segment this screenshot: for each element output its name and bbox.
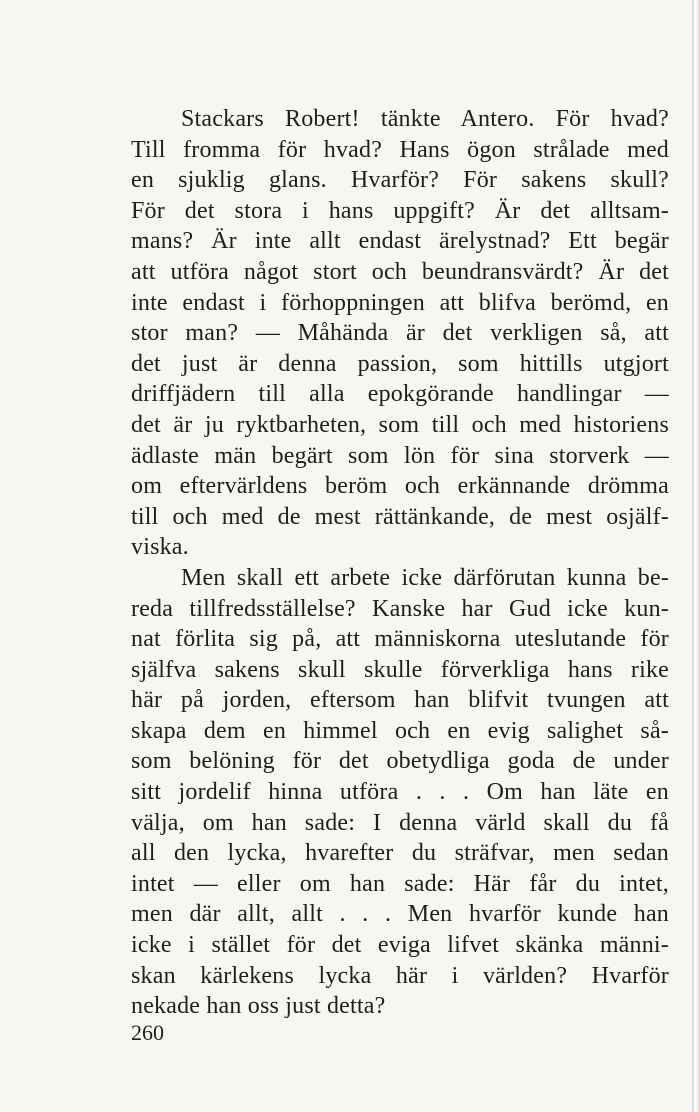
text-line: reda tillfredsställelse? Kanske har Gud icke kun- (131, 595, 669, 622)
text-line: det är ju ryktbarheten, som till och med historiens (131, 411, 669, 438)
text-line: välja, om han sade: I denna värld skall du få (131, 809, 669, 836)
text-line: Till fromma för hvad? Hans ögon strålade med (131, 136, 669, 163)
text-line: driffjädern till alla epokgörande handlingar — (131, 381, 669, 408)
text-line: som belöning för det obetydliga goda de under (131, 748, 669, 775)
text-line: här på jorden, eftersom han blifvit tvungen att (131, 687, 669, 714)
page-number: 260 (131, 1020, 164, 1045)
text-line: nat förlita sig på, att människorna uteslutande för (131, 626, 669, 653)
text-line: Men skall ett arbete icke därförutan kunna be- (181, 564, 669, 591)
text-line: nekade han oss just detta? (131, 993, 386, 1020)
text-line: men där allt, allt . . . Men hvarför kunde han (131, 901, 669, 928)
text-line: icke i stället för det eviga lifvet skänka männi- (131, 932, 669, 959)
paragraph-1 (131, 104, 669, 563)
text-line: ädlaste män begärt som lön för sina storverk — (131, 442, 669, 469)
page-edge (692, 0, 699, 1112)
text-line: skan kärlekens lycka här i världen? Hvarför (131, 962, 669, 989)
text-line: en sjuklig glans. Hvarför? För sakens skull? (131, 167, 669, 194)
text-line: inte endast i förhoppningen att blifva berömd, en (131, 289, 669, 316)
paragraph-2 (131, 563, 669, 1022)
text-line: skapa dem en himmel och en evig salighet så- (131, 717, 669, 744)
text-line: För det stora i hans uppgift? Är det alltsam- (131, 197, 669, 224)
text-line: sitt jordelif hinna utföra . . . Om han läte en (131, 779, 669, 806)
text-line: all den lycka, hvarefter du sträfvar, men sedan (131, 840, 669, 867)
text-line: om eftervärldens beröm och erkännande drömma (131, 473, 669, 500)
text-line: stor man? — Måhända är det verkligen så, att (131, 320, 669, 347)
text-line: viska. (131, 534, 189, 561)
body-text (131, 104, 669, 1022)
text-line: intet — eller om han sade: Här får du intet, (131, 870, 669, 897)
text-line: att utföra något stort och beundransvärdt? Är det (131, 258, 669, 285)
text-line: till och med de mest rättänkande, de mest osjälf- (131, 503, 669, 530)
text-line: själfva sakens skull skulle förverkliga hans rike (131, 656, 669, 683)
text-line: mans? Är inte allt endast ärelystnad? Ett begär (131, 228, 669, 255)
text-line: Stackars Robert! tänkte Antero. För hvad? (181, 106, 669, 132)
text-line: det just är denna passion, som hittills utgjort (131, 350, 669, 377)
